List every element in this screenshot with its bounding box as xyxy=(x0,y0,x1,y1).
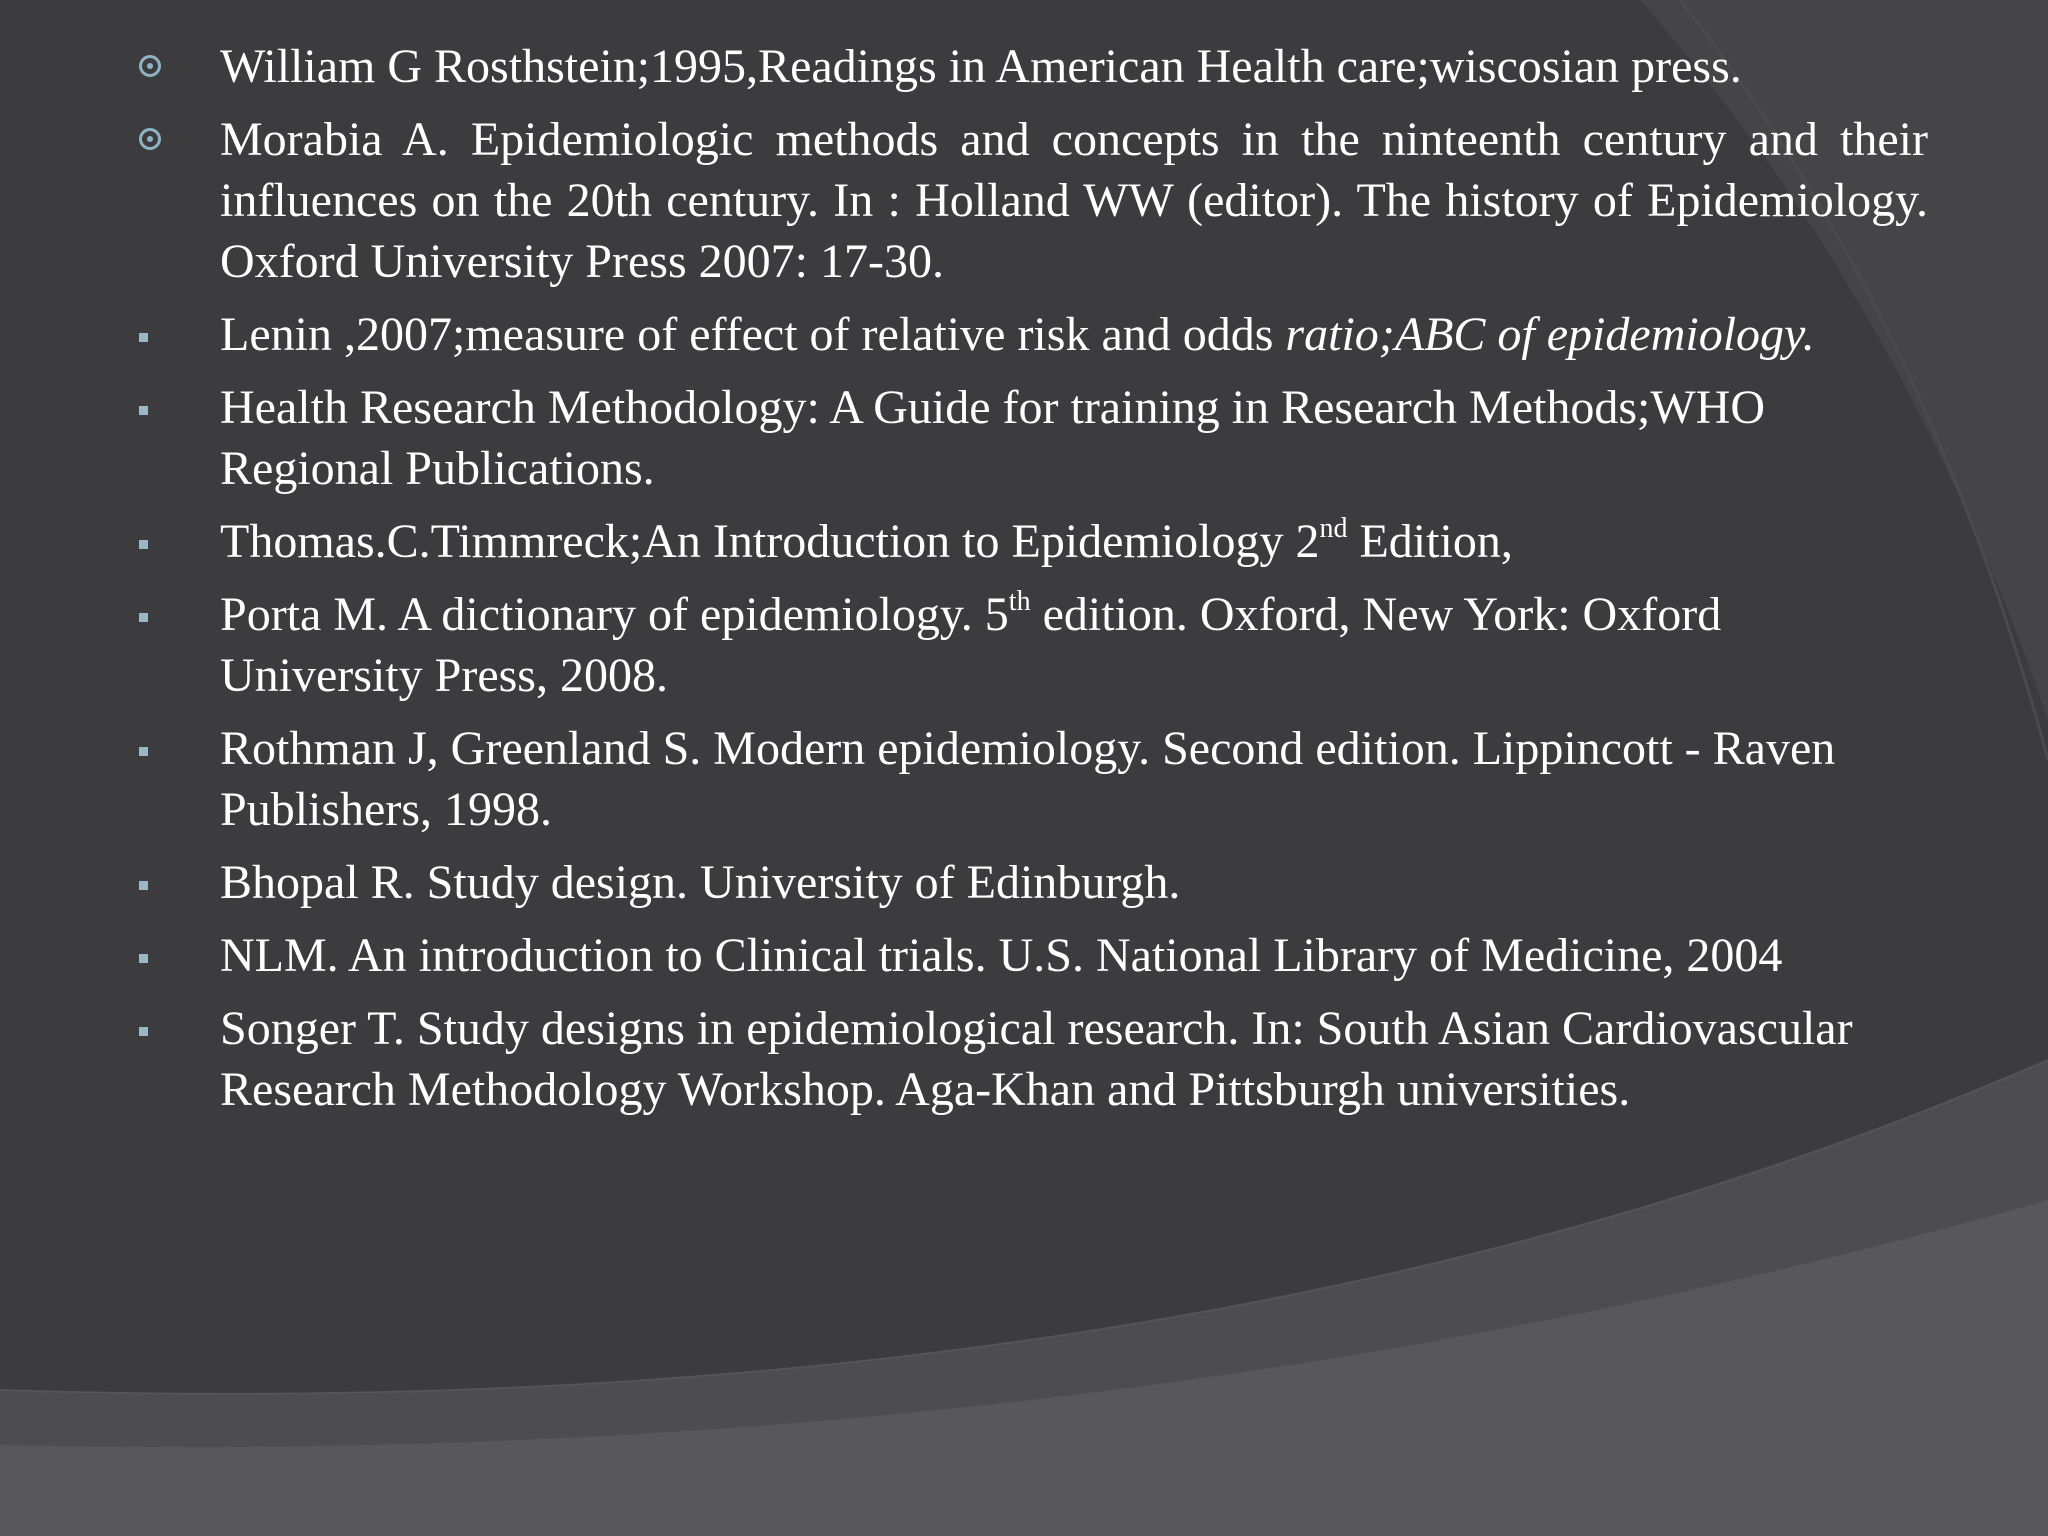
reference-item xyxy=(133,584,1928,706)
reference-item xyxy=(133,718,1928,840)
text-run: Songer T. Study designs in epidemiological research. In: South Asian Cardiovascular Research Methodology Workshop. Aga-Khan and Pittsburgh universities. xyxy=(220,1002,1853,1116)
bullet-mark xyxy=(139,747,148,756)
reference-item xyxy=(133,36,1928,97)
bullet-mark xyxy=(139,333,148,342)
reference-text xyxy=(220,40,1742,93)
bullet-mark xyxy=(139,540,148,549)
square-bullet-icon xyxy=(133,925,173,986)
text-run: NLM. An introduction to Clinical trials. U.S. National Library of Medicine, 2004 xyxy=(220,929,1783,982)
square-bullet-icon xyxy=(133,998,173,1059)
text-run: Bhopal R. Study design. University of Edinburgh. xyxy=(220,856,1181,909)
reference-item xyxy=(133,109,1928,292)
square-bullet-icon xyxy=(133,377,173,438)
superscript-text: nd xyxy=(1319,513,1348,544)
text-run: William G Rosthstein;1995,Readings in American Health care;wiscosian press. xyxy=(220,40,1742,93)
text-run: Porta M. A dictionary of epidemiology. 5 xyxy=(220,588,1009,641)
reference-text xyxy=(220,929,1782,982)
bullet-mark xyxy=(139,55,161,77)
square-bullet-icon xyxy=(133,511,173,572)
bullet-mark xyxy=(139,954,148,963)
text-run: edition. Oxford, New York: Oxford University Press, 2008. xyxy=(220,588,1722,702)
reference-item xyxy=(133,998,1928,1120)
text-run: Thomas.C.Timmreck;An Introduction to Epidemiology 2 xyxy=(220,515,1320,568)
target-bullet-icon xyxy=(133,109,173,170)
reference-item xyxy=(133,925,1928,986)
italic-text: ratio;ABC of epidemiology. xyxy=(1285,308,1815,361)
square-bullet-icon xyxy=(133,584,173,645)
reference-item xyxy=(133,304,1928,365)
text-run: Rothman J, Greenland S. Modern epidemiology. Second edition. Lippincott - Raven Publishers, 1998. xyxy=(220,722,1836,836)
reference-text xyxy=(220,381,1765,495)
square-bullet-icon xyxy=(133,718,173,779)
bullet-mark xyxy=(139,881,148,890)
reference-text xyxy=(220,856,1180,909)
reference-text xyxy=(220,1002,1853,1116)
superscript-text: th xyxy=(1008,586,1031,617)
reference-item xyxy=(133,511,1928,572)
reference-text xyxy=(220,308,1815,361)
square-bullet-icon xyxy=(133,304,173,365)
reference-text xyxy=(220,515,1513,568)
reference-text xyxy=(220,113,1928,288)
bullet-mark xyxy=(139,406,148,415)
reference-item xyxy=(133,377,1928,499)
reference-text xyxy=(220,722,1835,836)
bullet-mark xyxy=(139,128,161,150)
reference-list xyxy=(133,36,1928,1132)
reference-text xyxy=(220,588,1721,702)
text-run: Edition, xyxy=(1347,515,1513,568)
target-bullet-icon xyxy=(133,36,173,97)
text-run: Morabia A. Epidemiologic methods and concepts in the ninteenth century and their influences on the 20th century. In : Holland WW (editor). The history of Epidemiology. Oxford University Press 2007: 17-30. xyxy=(220,113,1928,288)
text-run: Lenin ,2007;measure of effect of relative risk and odds xyxy=(220,308,1286,361)
reference-item xyxy=(133,852,1928,913)
square-bullet-icon xyxy=(133,852,173,913)
bullet-mark xyxy=(139,1027,148,1036)
text-run: Health Research Methodology: A Guide for training in Research Methods;WHO Regional Publications. xyxy=(220,381,1765,495)
bullet-mark xyxy=(139,613,148,622)
